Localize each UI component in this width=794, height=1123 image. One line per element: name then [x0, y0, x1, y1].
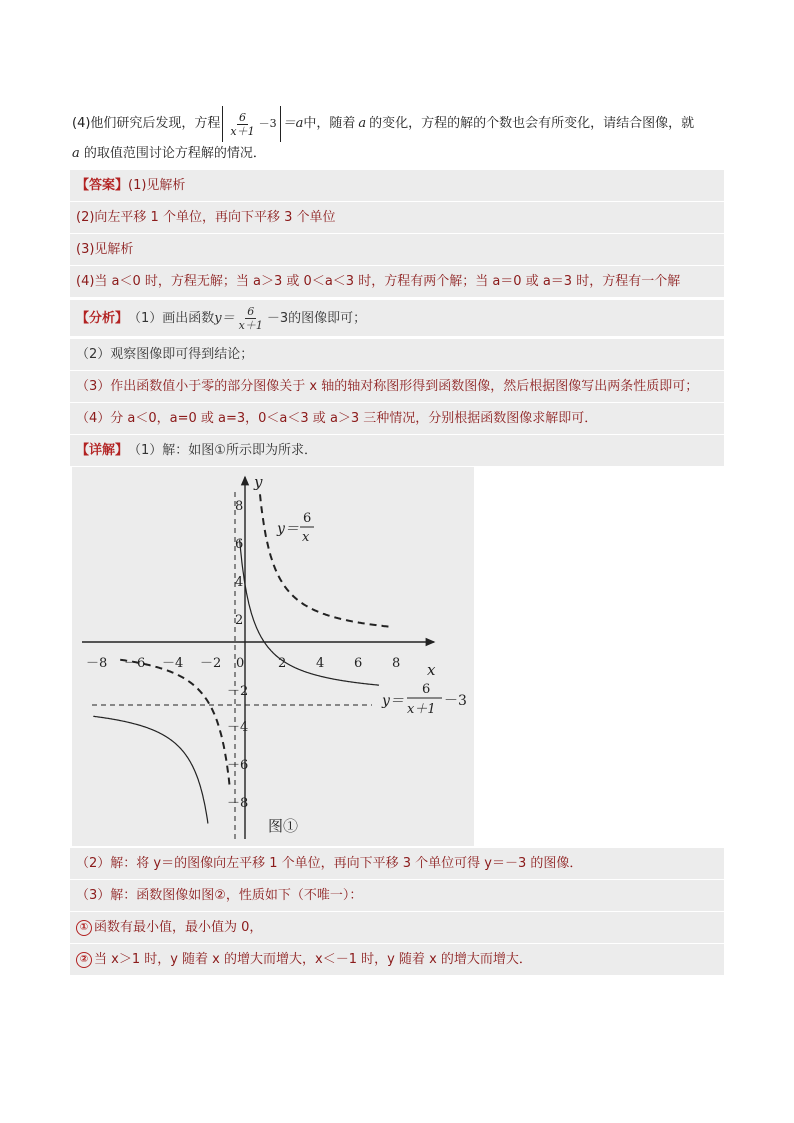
detail-row-1	[70, 435, 724, 466]
analysis-1-denominator: x＋1	[238, 318, 263, 332]
analysis-row-1	[70, 300, 724, 336]
detail-2: （2）解：将 y＝的图像向左平移 1 个单位，再向下平移 3 个单位可得 y＝－3 的图像．	[76, 856, 583, 871]
figure-graph-1	[72, 467, 474, 846]
detail-row-2	[70, 848, 724, 879]
question-part4-suffix2: 的变化，方程的解的个数也会有所变化，请结合图像，就	[369, 116, 695, 131]
analysis-row-3	[70, 371, 724, 402]
detail-4: 函数有最小值，最小值为 0，	[94, 920, 263, 935]
answer-4: (4)当 a＜0 时，方程无解；当 a＞3 或 0＜a＜3 时，方程有两个解；当 a＝0 或 a＝3 时，方程有一个解	[76, 274, 681, 289]
answer-2: (2)向左平移 1 个单位，再向下平移 3 个单位	[76, 210, 336, 225]
question-part4-suffix: 中，随着	[303, 116, 356, 131]
equation-numerator: 6	[239, 110, 247, 124]
property-marker-1: ①	[76, 920, 92, 936]
y-tick-label: 4	[235, 575, 244, 590]
label-shifted-numerator: 6	[422, 682, 431, 697]
analysis-4: （4）分 a＜0，a=0 或 a=3，0＜a＜3 或 a＞3 三种情况，分别根据函数图像求解即可．	[76, 411, 598, 426]
curve-shifted-left-branch	[93, 716, 208, 823]
label-inverse-denominator: x	[302, 530, 310, 545]
answer-row-1	[70, 170, 724, 201]
detail-row-5	[70, 944, 724, 975]
answer-row-4	[70, 266, 724, 297]
analysis-row-4	[70, 403, 724, 434]
analysis-row-2	[70, 339, 724, 370]
property-marker-2: ②	[76, 952, 92, 968]
detail-tag: 【详解】	[76, 443, 129, 458]
x-tick-label: 0	[236, 656, 245, 671]
answer-tag: 【答案】	[76, 178, 129, 193]
y-tick-label: 6	[235, 537, 244, 552]
analysis-tag: 【分析】	[76, 310, 129, 326]
question-part4-prefix: (4)他们研究后发现，方程	[72, 116, 221, 131]
equation-minus: －3	[258, 117, 277, 130]
detail-3: （3）解：函数图像如图②，性质如下（不唯一）：	[76, 888, 363, 903]
graph-svg	[72, 467, 474, 846]
x-tick-label: 8	[392, 656, 401, 671]
detail-1: （1）解：如图①所示即为所求．	[128, 443, 317, 458]
y-tick-label: 2	[235, 613, 244, 628]
question-part4-line1	[72, 106, 694, 142]
y-tick-label: －4	[227, 720, 249, 735]
y-tick-label: 8	[235, 499, 244, 514]
x-tick-label: 6	[354, 656, 363, 671]
analysis-1-y: y＝	[214, 310, 235, 326]
analysis-1-fraction	[237, 305, 265, 332]
detail-5: 当 x＞1 时，y 随着 x 的增大而增大，x＜－1 时，y 随着 x 的增大而增大．	[94, 952, 532, 967]
equation-rhs: ＝a	[282, 116, 304, 131]
answer-row-2	[70, 202, 724, 233]
equation-fraction	[228, 111, 256, 138]
answer-1: (1)见解析	[128, 178, 186, 193]
detail-row-3	[70, 880, 724, 911]
answer-3: (3)见解析	[76, 242, 134, 257]
question-line2-text: 的取值范围讨论方程解的情况．	[83, 146, 266, 161]
x-tick-label: 4	[316, 656, 325, 671]
detail-row-4	[70, 912, 724, 943]
label-inverse-y: y＝	[277, 521, 299, 537]
answer-row-3	[70, 234, 724, 265]
curve-inverse-positive	[260, 494, 389, 626]
equation-denominator: x＋1	[230, 124, 255, 138]
label-shifted-tail: －3	[444, 693, 467, 709]
x-axis-label: x	[427, 661, 436, 679]
x-tick-label: －8	[86, 656, 108, 671]
label-shifted-denominator: x＋1	[407, 702, 436, 717]
y-tick-label: －2	[227, 684, 249, 699]
analysis-2: （2）观察图像即可得到结论；	[76, 347, 254, 362]
question-line2-var: a	[72, 146, 80, 161]
y-axis-label: y	[254, 473, 263, 491]
absolute-value-expression	[222, 106, 280, 142]
label-shifted-y: y＝	[382, 693, 404, 709]
x-tick-label: －4	[162, 656, 184, 671]
y-tick-label: －6	[227, 758, 249, 773]
analysis-1-numerator: 6	[247, 304, 255, 318]
question-var-a: a	[358, 116, 367, 131]
analysis-1-pre: （1）画出函数	[128, 310, 215, 326]
curve-inverse-negative	[120, 660, 229, 786]
y-tick-label: －8	[227, 796, 249, 811]
x-tick-label: －6	[124, 656, 146, 671]
label-inverse-numerator: 6	[303, 511, 312, 526]
analysis-3: （3）作出函数值小于零的部分图像关于 x 轴的轴对称图形得到函数图像，然后根据图像写出两条性质即可；	[76, 379, 699, 394]
x-tick-label: 2	[278, 656, 287, 671]
question-part4-line2	[72, 145, 266, 163]
analysis-1-post: －3的图像即可；	[266, 310, 367, 326]
figure-caption: 图①	[268, 817, 299, 835]
x-tick-label: －2	[200, 656, 222, 671]
